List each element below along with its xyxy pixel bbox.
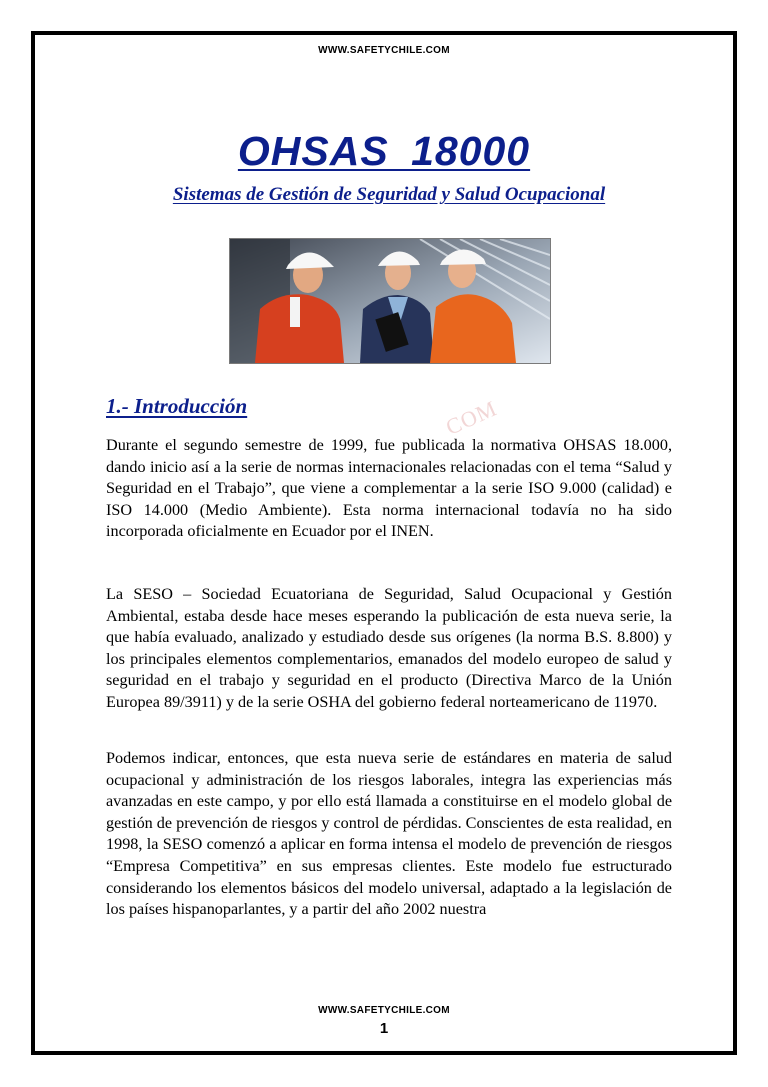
workers-photo-image (230, 239, 550, 363)
page-number: 1 (379, 1020, 389, 1037)
document-title: OHSAS 18000 (237, 128, 531, 174)
paragraph-2: La SESO – Sociedad Ecuatoriana de Seguridad, Salud Ocupacional y Gestión Ambiental, estaba desde hace meses esperando la publicación de esta nueva serie, la que había evaluado, analizado y estudiado desde sus orígenes (la norma B.S. 8.800) y los principales elementos complementarios, emanados del modelo europeo de salud y seguridad en el trabajo y seguridad en el producto (Directiva Marco de la Unión Europea 89/3911) y de la serie OSHA del gobierno federal norteamericano de 11970. (106, 585, 672, 711)
watermark: COM (442, 395, 501, 440)
workers-photo (229, 238, 551, 364)
header-url: WWW.SAFETYCHILE.COM (318, 45, 450, 56)
paragraph-3: Podemos indicar, entonces, que esta nueva serie de estándares en materia de salud ocupacional y administración de los riesgos laborales, integra las experiencias más avanzadas en este campo, y por ello está llamada a constituirse en el modelo global de gestión de prevención de riesgos y control de pérdidas. Conscientes de esta realidad, en 1998, la SESO comenzó a aplicar en forma intensa el modelo de prevención de riesgos “Empresa Competitiva” en sus empresas clientes. Este modelo fue estructurado considerando los elementos básicos del modelo universal, adaptado a la legislación de los países hispanoparlantes, y a partir del año 2002 nuestra (106, 749, 672, 919)
section-heading: 1.- Introducción (106, 394, 248, 418)
document-subtitle: Sistemas de Gestión de Seguridad y Salud Ocupacional (172, 184, 606, 205)
footer-url: WWW.SAFETYCHILE.COM (318, 1005, 450, 1016)
paragraph-1: Durante el segundo semestre de 1999, fue publicada la normativa OHSAS 18.000, dando inicio así a la serie de normas internacionales relacionadas con el tema “Salud y Seguridad en el Trabajo”, que viene a complementar a la serie ISO 9.000 (calidad) e ISO 14.000 (Medio Ambiente). Esta norma internacional todavía no ha sido incorporada oficialmente en Ecuador por el INEN. (106, 436, 672, 541)
